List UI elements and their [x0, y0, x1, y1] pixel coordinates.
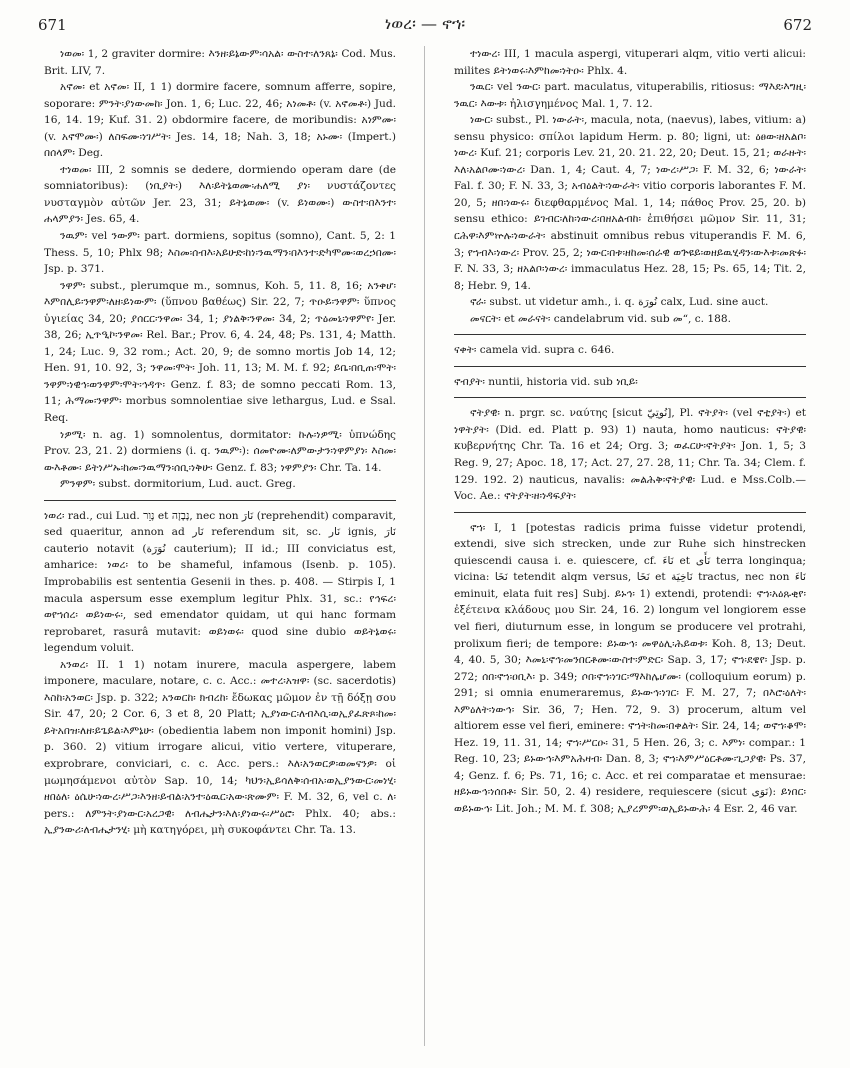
- page-number-left: 671: [38, 16, 67, 34]
- entry-manart: መናርት፡ et መራናት፡ candelabrum vid. sub መ“, c. 188.: [470, 312, 731, 325]
- column-gutter: [424, 46, 425, 1046]
- left-column: [44, 46, 396, 1056]
- entry-nuwur: ንዉር፡ vel ንውር፡ part. maculatus, vituperabilis, ritiosus: ማእደ፡እግዚ፡ ንዉር፡ እውቱ፡ ἠλισγημένος Mal. 1, 7. 12.: [454, 81, 806, 110]
- page-number-right: 672: [783, 16, 812, 34]
- entry-nora: ኖራ፡ subst. ut videtur amh., i. q. نُورَة calx, Lud. sine auct.: [470, 296, 769, 309]
- entry-naqat: ናቀት፡ camela vid. supra c. 646.: [454, 344, 615, 357]
- entry-newr: ነውር፡ subst., Pl. ነውራት፡, macula, nota, (naevus), labes, vitium: a) sensu physico: σπίλοι lapidum Herm. p. 80; ligni, ut: ዕፀው፡ዘአልቦ፡ነውረ፡ Kuf. 21; corporis Lev. 21, 20. 21. 22, 20; Deut. 15, 21; ወራዙት፡እለ፡አልቦሙ፡ነውረ፡ Dan. 1, 4; Caut. 4, 7; ነውረ፡ሥጋ፡ F. M. 32, 6; ነውራት፡ Fal. f. 30; F. N. 33, 3; አብዕልት፡ነውራት፡ vitio corporis laborantes F. M. 20, 5; ዘበ፡ነውሩ፡ διεφθαρμένος Mal. 1, 14; πάθος Prov. 25, 20. b) sensu ethico: ይገብር፡ለከ፡ነውረ፡በዘአልብከ፡ ἐπιθήσει μῶμον Sir. 11, 31; ርሕዋ፡እምኵሉ፡ነውራት፡ abstinuit omnibus rebus vituperandis F. M. 6, 3; የኀብእ፡ነውረ፡ Prov. 25, 2; ነውር፡በቱ፡ዘከመ፡ሰራዊ ወጕዩይ፡ወዘይዉሂዳን፡ውእቱ፡መጽፉ፡ F. N. 33, 3; ዘአልቦ፡ነውረ፡ immaculatus Hez. 28, 15; Ps. 65, 14; Tit. 2, 8; Hebr. 9, 14.: [454, 114, 806, 292]
- running-title: ነወረ፡ — ኖኀ፡: [384, 14, 466, 33]
- entry-notyawi: ኖትያዊ፡ n. prgr. sc. ναύτης [sicut نُوتِيّ], Pl. ኖትያት፡ (vel ኖቲያት፡) et ነዋትያት፡ (Did. ed. Platt p. 93) 1) nauta, homo nauticus: ኖትያዊ፡ κυβερνήτης Chr. Ta. 16 et 24; Org. 3; ወፈርሁ፡ኖትያት፡ Jon. 1, 5; 3 Reg. 9, 27; Apoc. 18, 17; Act. 27, 27. 28, 11; Chr. Ta. 34; Clem. f. 129. 192. 2) nauticus, navalis: መልሕቅ፡ኖትያዊ፡ Lud. e Mss.Colb.— Voc. Ae.: ኖትያት፡ዘ፡ነዳፍያት፡: [454, 407, 806, 503]
- section-divider: [454, 334, 806, 335]
- entry-nawami: ነዎሚ፡ n. ag. 1) somnolentus, dormitator: ኩሉ፡ነዎሚ፡ ὑπνώδης Prov. 23, 21. 2) dormiens (i. q. ንዉም፡): ሰመዮሙ፡ለምውታን፡ነዋምያነ፡ እስመ፡ውእቶሙ፡ ይትነሥኡ፡ከመ፡ንዉማን፡ሰቢ፡ነቅሁ፡ Genz. f. 83; ነዋምያን፡ Chr. Ta. 14.: [44, 428, 396, 474]
- entry-nobyat: ኖብያት፡ nuntii, historia vid. sub ነቢይ፡: [454, 375, 638, 388]
- running-header: [38, 12, 812, 38]
- entry-anwara: አንወረ፡ II. 1 1) notam inurere, macula aspergere, labem imponere, maculare, notare, c. c. Acc.: መተረ፡አዝዋ፡ (sc. sacerdotis) እስከ፡አንወር፡ Jsp. p. 322; አንወርከ፡ ክብረከ፡ ἔδωκας μῶμον ἐν τῇ δόξῃ σου Sir. 47, 20; 2 Cor. 6, 3 et 8, 20 Platt; ኢያነውር፡ለብእሲ፡ወኢያፈጽጾ፡ከመ፡ይትአበዝ፡ለዘ፡ይጌይል፡እምኔሁ፡ (obedientia labem non imponit homini) Jsp. p. 360. 2) vitium irrogare alicui, vitio vertere, vituperare, exprobrare, conviciari, c. c. Acc. pers.: እለ፡አንወርዎ፡ወመናንዎ፡ οἱ μωμησάμενοι αὐτὸν Sap. 10, 14; ካህን፡ኢይሳለቅ፡ሰብአ፡ወኢያንውር፡መነሂ፡ዘበዕለ፡ ዕሴሁ፡ነውረ፡ሥጋ፡እንዘ፡ይብል፡አንተ፡ዕዉር፡አው፡ጽሙም፡ F. M. 32, 6, vel c. ለ፡ pers.: ለምንት፡ያነውር፡አረጋዊ፡ ለብሔታን፡እለ፡ያነውሩ፡ሥዕሮ፡ Phlx. 40; abs.: ኢያንውሪ፡ለብሔታንሂ፡ μὴ κατηγόρει, μὴ συκοφάντει Chr. Ta. 13.: [44, 658, 396, 837]
- entry-nawama: ነወመ፡ 1, 2 graviter dormire: እንዘ፡ይኔውም፡ሳአል፡ ውስተ፡ለንጸኔ፡ Cod. Mus. Brit. LIV, 7.: [44, 48, 396, 77]
- entry-nawara-root: ነወረ፡ rad., cui Lud. נָוֵר et נָבָזָה, nec non نَارَ (reprehendit) comparavit, sed quaeritur, annon ad نَار referendum sit, sc. نَار ignis, نَارَ cauterio notavit (نُوَرَة cauterium); II id.; III conviciatus est, amharice: ነወረ፡ to be shameful, infamous (Isenb. p. 105). Improbabilis est sententia Gesenii in thes. p. 408. — Stirpis I, 1 macula aspersum esse exemplum legitur Phlx. 31, sc.: የኅፍረ፡ ወየኀሰረ፡ ወይነውሩ፡, sed emendator quidam, ut qui hanc formam reprobaret, rasurâ mutavit: ወይነወሩ፡ quod sine dubio ወይትኔወሩ፡ legendum voluit.: [44, 509, 396, 655]
- entry-tanawra: ተነውረ፡ III, 1 macula aspergi, vituperari alqm, vitio verti alicui: milites ይትነወሩ፡እምከመ፡ነትዑ፡ Phlx. 4.: [454, 48, 806, 77]
- section-divider: [454, 512, 806, 513]
- section-divider: [44, 500, 396, 501]
- section-divider: [454, 397, 806, 398]
- entry-nuwum: ንዉም፡ vel ንውም፡ part. dormiens, sopitus (somno), Cant. 5, 2: 1 Thess. 5, 10; Phlx 98; እስመ፡ሰብእ፡አይሁድ፡ከነ፡ንዉማን፡በእንተ፡ድካሞሙ፡ወረኃበሙ፡ Jsp. p. 371.: [44, 230, 396, 276]
- entry-nawam: ንዋም፡ subst., plerumque m., somnus, Koh. 5, 11. 8, 16; አንቀሆ፡እምበሊይ፡ንዋም፡ለዘ፡ይነውም፡ (ὕπνου βαθέως) Sir. 22, 7; ጥዑይ፡ንዋም፡ ὕπνος ὑγιείας 34, 20; ያሰርር፡ንዋመ፡ 34, 1; ያነልቅ፡ንዋመ፡ 34, 2; ጥዕመኒ፡ነዋምየ፡ Jer. 38, 26; ኢጥዒኮ፡ንዋመ፡ Rel. Bar.; Prov. 6, 4. 24, 48; Ps. 131, 4; Matth. 1, 24; Luc. 9, 32 rom.; Act. 20, 9; de somno mortis Job 14, 12; Hen. 91, 10. 92, 3; ንዋመ፡ሞት፡ Joh. 11, 13; M. M. f. 92; ይቤ፡በቢጠ፡ሞት፡ንዋም፡ነዊኅ፡ወንዋም፡ሞት፡ኅዳጥ፡ Genz. f. 83; de somno peccati Rom. 13, 11; ሕማመ፡ንዋም፡ morbus somnolentiae sive lethargus, Lud. e Ssal. Req.: [44, 279, 396, 425]
- entry-mnwam: ምንዋም፡ subst. dormitorium, Lud. auct. Greg.: [60, 478, 296, 491]
- entry-anoma: አኖመ፡ et አኖመ፡ II, 1 1) dormire facere, somnum afferre, sopire, soporare: ምንት፡ያነውመከ፡ Jon. 1, 6; Luc. 22, 46; አነመቶ፡ (v. አኖመቶ፡) Jud. 16, 14. 19; Kuf. 31. 2) obdormire facere, de moribundis: አነምሙ፡ (v. አኖሞሙ፡) ለስፍሙ፡ነገሥት፡ Jes. 14, 18; Nah. 3, 18; አኑሙ፡ (Impert.) በሰላም፡ Deg.: [44, 81, 396, 160]
- entry-tanawama: ተነወመ፡ III, 2 somnis se dedere, dormiendo operam dare (de somniatoribus): (ነቢያት፡) እለ፡ይትኔወሙ፡ሐለሚ ያነ፡ νυστάζοντες νυσταγμὸν αὐτῶν Jer. 23, 31; ይትኔወሙ፡ (v. ይነወሙ፡) ውስተ፡በእንተ፡ሐላምያን፡ Jes. 65, 4.: [44, 163, 396, 226]
- right-column: [454, 46, 806, 1056]
- section-divider: [454, 366, 806, 367]
- entry-noha: ኖኀ፡ I, 1 [potestas radicis prima fuisse videtur protendi, extendi, sive sich strecken, unde zur Ruhe sich hinstrecken quiescendi causa i. e. quiescere, cf. نَاءَ et نَأَى terra longinqua; vicina: نَخَا tetendit alqm versus, نَخَا et نَاخِيَة tractus, nec non نَاءَ eminuit, elata fuit res] Subj. ይኑኅ፡ 1) extendi, protendi: ኖኀ፡አዕጹቂየ፡ ἐξέτεινα κλάδους μου Sir. 24, 16. 2) longum vel longiorem esse vel fieri, diuturnum esse, in longum se producere vel protrahi, prolixum fieri; de tempore: ይኑውኅ፡ መዋዕሊ፡ሕይወቱ፡ Koh. 8, 13; Deut. 4, 40. 5, 30; እመኒ፡ኖኅ፡መንበርቶሙ፡ውስተ፡ምድር፡ Sap. 3, 17; ኖኀ፡ደዌየ፡ Jsp. p. 272; ሰበ፡ኖኀ፡ዐቢእ፡ p. 349; ሶበ፡ኖኀ፡ነገር፡ማእከሌሆሙ፡ (colloquium eorum) p. 291; si omnia enumeraremus, ይኑውኅ፡ነገር፡ F. M. 27, 7; በእሮ፡ዕለት፡እምዕለት፡ነውኅ፡ Sir. 36, 7; Hen. 72, 9. 3) procerum, altum vel altiorem esse vel fieri, eminere: ኖኀት፡ከመ፡በቀልት፡ Sir. 24, 14; ወኖኀ፡ቆሞ፡ Hez. 19, 11. 31, 14; ኖኀ፡ሥርዑ፡ 31, 5 Hen. 26, 3; c. እምነ፡ compar.: 1 Reg. 10, 23; ይኑውኅ፡እምአሕዛብ፡ Dan. 8, 3; ኖኀ፡እምሥዕርቶሙ፡ጊጋያዊ፡ Ps. 37, 4; Genz. f. 6; Ps. 71, 16; c. Acc. et rei comparatae et mensurae: ዘይኑውኅ፡ነሰበቶ፡ Sir. 50, 2. 4) residere, requiescere (sicut نَوَى): ይነበር፡ወይኑውኅ፡ Lit. Joh.; M. M. f. 308; ኢያረምም፡ወኢይኑውሕ፡ 4 Esr. 2, 46 var.: [454, 521, 806, 815]
